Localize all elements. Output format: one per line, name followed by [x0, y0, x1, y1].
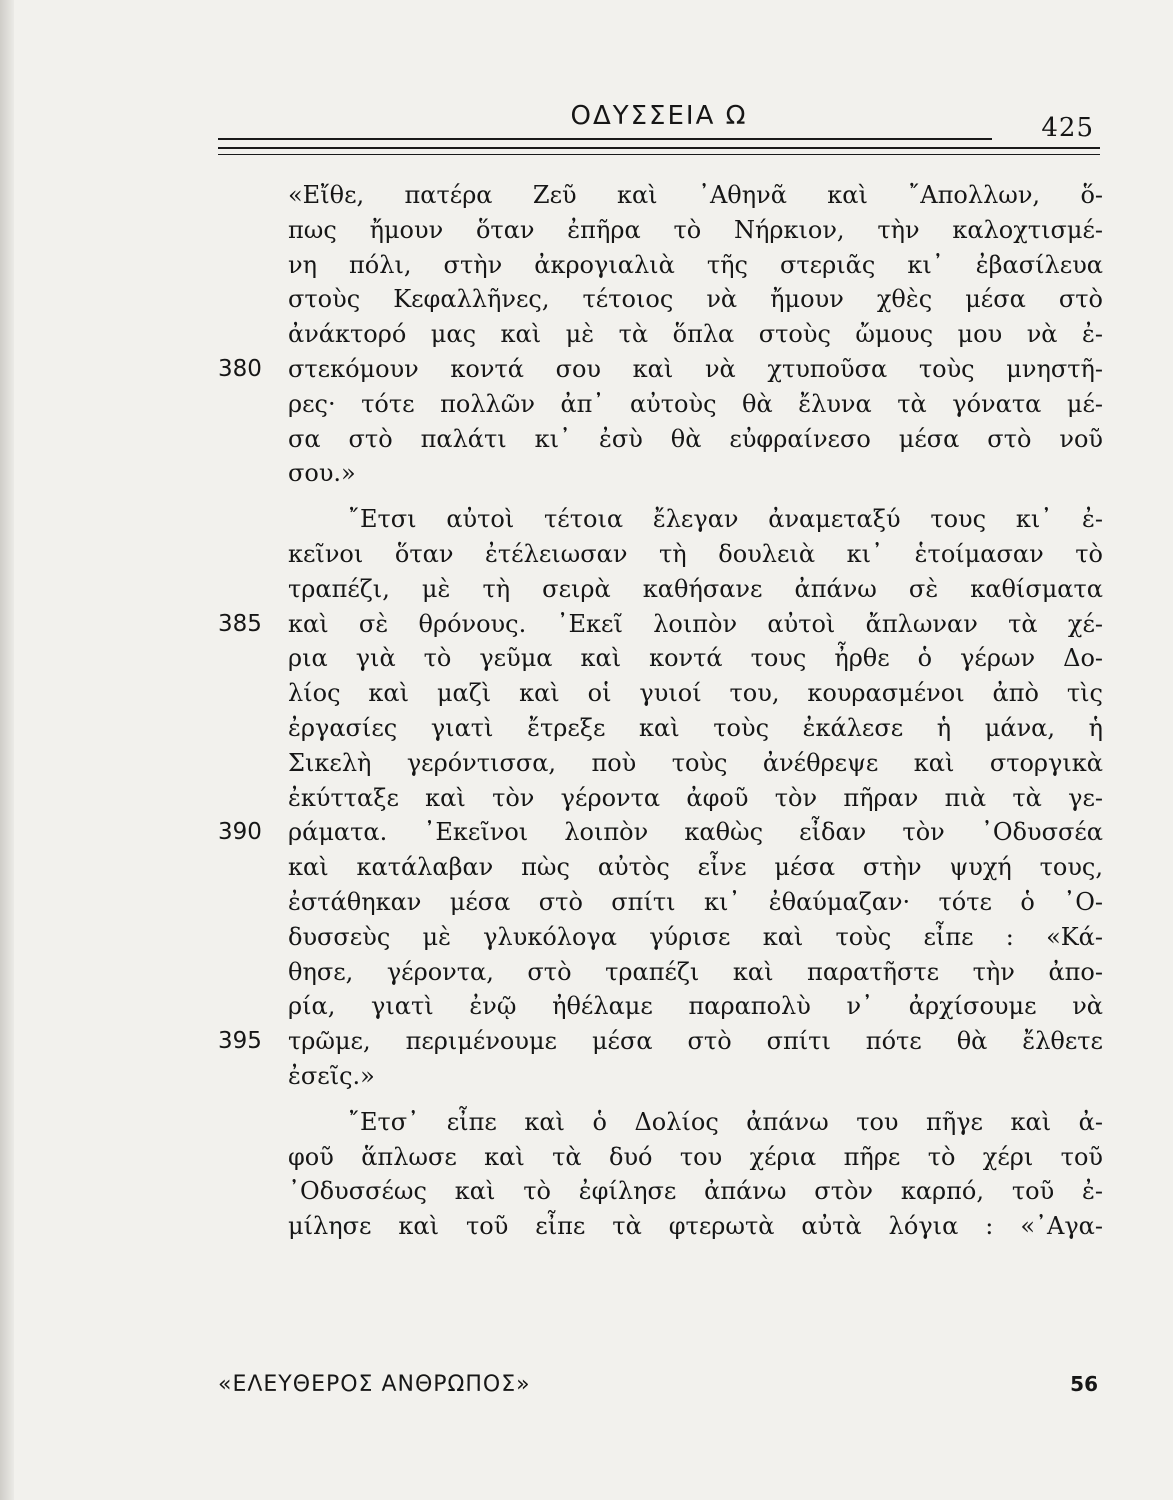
text-line [218, 178, 1103, 213]
line-text: ῎Ετσι αὐτοὶ τέτοια ἔλεγαν ἀναμεταξύ τους κι᾿ ἐ- [348, 505, 1103, 534]
text-line [218, 1059, 1103, 1094]
text-line [218, 282, 1103, 317]
text-line [218, 387, 1103, 422]
line-text: καὶ κατάλαβαν πὼς αὐτὸς εἶνε μέσα στὴν ψυχή τους, [288, 853, 1103, 882]
text-line [218, 537, 1103, 572]
text-line [218, 502, 1103, 537]
line-text: καὶ σὲ θρόνους. ᾿Εκεῖ λοιπὸν αὐτοὶ ἄπλωναν τὰ χέ- [288, 609, 1103, 638]
line-text: σου.» [288, 459, 356, 488]
text-line [218, 815, 1103, 850]
line-text: στοὺς Κεφαλλῆνες, τέτοιος νὰ ἤμουν χθὲς μέσα στὸ [288, 285, 1103, 314]
text-line [218, 955, 1103, 990]
line-text: κεῖνοι ὅταν ἐτέλειωσαν τὴ δουλειὰ κι᾿ ἑτοίμασαν τὸ [288, 539, 1103, 568]
line-text: τρῶμε, περιμένουμε μέσα στὸ σπίτι πότε θὰ ἔλθετε [288, 1027, 1103, 1056]
publication-title: «ΕΛΕΥΘΕΡΟΣ ΑΝΘΡΩΠΟΣ» [218, 1372, 531, 1397]
line-number: 390 [218, 819, 262, 846]
text-line [218, 1140, 1103, 1175]
text-line [218, 213, 1103, 248]
text-line [218, 317, 1103, 352]
line-text: «Εἴθε, πατέρα Ζεῦ καὶ ᾿Αθηνᾶ καὶ ῎Απολλων, ὅ- [288, 181, 1103, 209]
header-rule [218, 154, 1100, 155]
line-text: πως ἤμουν ὅταν ἐπῆρα τὸ Νήρκιον, τὴν καλοχτισμέ- [288, 215, 1103, 244]
line-text: ρια γιὰ τὸ γεῦμα καὶ κοντά τους ἦρθε ὁ γέρων Δο- [288, 644, 1103, 673]
line-text: νη πόλι, στὴν ἀκρογιαλιὰ τῆς στεριᾶς κι᾿ ἐβασίλευα [288, 250, 1103, 279]
text-line [218, 607, 1103, 642]
text-line [218, 1174, 1103, 1209]
text-line [218, 422, 1103, 457]
text-line [218, 352, 1103, 387]
line-text: φοῦ ἅπλωσε καὶ τὰ δυό του χέρια πῆρε τὸ χέρι τοῦ [288, 1142, 1103, 1171]
line-text: στεκόμουν κοντά σου καὶ νὰ χτυποῦσα τοὺς μνηστῆ- [288, 354, 1103, 383]
sheet-number: 56 [1070, 1372, 1098, 1396]
line-text: Σικελὴ γερόντισσα, ποὺ τοὺς ἀνέθρεψε καὶ στοργικὰ [288, 748, 1103, 777]
header-rule [218, 147, 1100, 149]
text-line [218, 1024, 1103, 1059]
line-text: ἀνάκτορό μας καὶ μὲ τὰ ὅπλα στοὺς ὤμους μου νὰ ἐ- [288, 320, 1103, 349]
line-text: ράματα. ᾿Εκεῖνοι λοιπὸν καθὼς εἶδαν τὸν ᾿Οδυσσέα [288, 818, 1103, 847]
page-number: 425 [1041, 113, 1094, 143]
text-line [218, 920, 1103, 955]
line-text: μίλησε καὶ τοῦ εἶπε τὰ φτερωτὰ αὐτὰ λόγια : «᾿Αγα- [288, 1212, 1103, 1241]
text-line [218, 641, 1103, 676]
line-text: ἐργασίες γιατὶ ἔτρεξε καὶ τοὺς ἐκάλεσε ἡ μάνα, ἡ [288, 713, 1103, 742]
line-text: ρία, γιατὶ ἐνῷ ἠθέλαμε παραπολὺ ν᾿ ἀρχίσουμε νὰ [288, 992, 1103, 1021]
text-line [218, 711, 1103, 746]
line-text: σα στὸ παλάτι κι᾿ ἐσὺ θὰ εὐφραίνεσο μέσα στὸ νοῦ [288, 424, 1103, 453]
line-text: τραπέζι, μὲ τὴ σειρὰ καθήσανε ἀπάνω σὲ καθίσματα [288, 574, 1103, 603]
line-text: δυσσεὺς μὲ γλυκόλογα γύρισε καὶ τοὺς εἶπε : «Κά- [288, 922, 1103, 951]
header-rule [218, 138, 992, 140]
body-text [218, 178, 1103, 1244]
text-line [218, 850, 1103, 885]
text-line [218, 781, 1103, 816]
line-number: 395 [218, 1028, 262, 1055]
line-text: ἐστάθηκαν μέσα στὸ σπίτι κι᾿ ἐθαύμαζαν· τότε ὁ ᾿Ο- [288, 887, 1103, 916]
text-line [218, 1105, 1103, 1140]
line-text: λίος καὶ μαζὶ καὶ οἱ γυιοί του, κουρασμένοι ἀπὸ τὶς [288, 679, 1103, 708]
line-text: ᾿Οδυσσέως καὶ τὸ ἐφίλησε ἀπάνω στὸν καρπό, τοῦ ἐ- [288, 1177, 1103, 1206]
line-text: ρες· τότε πολλῶν ἀπ᾿ αὐτοὺς θὰ ἔλυνα τὰ γόνατα μέ- [288, 389, 1103, 418]
text-line [218, 1209, 1103, 1244]
text-line [218, 676, 1103, 711]
line-number: 385 [218, 610, 262, 637]
text-line [218, 248, 1103, 283]
running-title: ΟΔΥΣΣΕΙΑ Ω [570, 101, 748, 131]
page-binding-edge [0, 0, 14, 1500]
line-text: ῎Ετσ᾿ εἶπε καὶ ὁ Δολίος ἀπάνω του πῆγε καὶ ἀ- [348, 1107, 1103, 1136]
line-text: ἐσεῖς.» [288, 1061, 375, 1090]
text-line [218, 989, 1103, 1024]
line-text: ἐκύτταξε καὶ τὸν γέροντα ἀφοῦ τὸν πῆραν πιὰ τὰ γε- [288, 783, 1103, 812]
page-header [218, 95, 1100, 155]
line-text: θησε, γέροντα, στὸ τραπέζι καὶ παρατῆστε τὴν ἀπο- [288, 957, 1103, 986]
text-line [218, 456, 1103, 491]
page-footer [218, 1372, 1100, 1412]
text-line [218, 746, 1103, 781]
text-line [218, 572, 1103, 607]
text-line [218, 885, 1103, 920]
line-number: 380 [218, 355, 262, 382]
